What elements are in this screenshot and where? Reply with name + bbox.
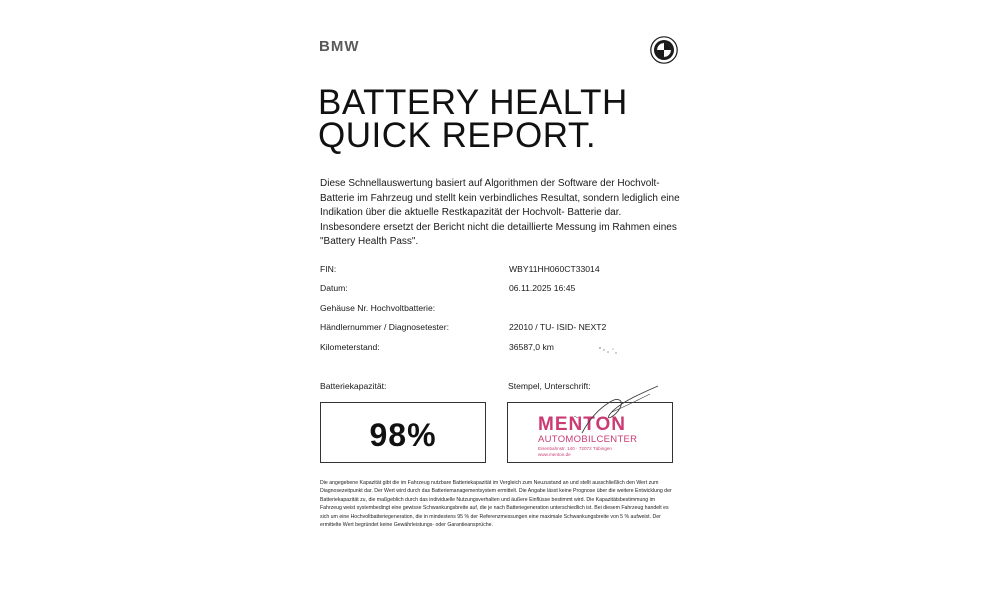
field-label-housing-number: Gehäuse Nr. Hochvoltbatterie: bbox=[320, 303, 436, 313]
capacity-label: Batteriekapazität: bbox=[320, 381, 387, 391]
field-label-fin: FIN: bbox=[320, 264, 337, 274]
disclaimer-text: Die angegebene Kapazität gibt die im Fahrzeug nutzbare Batteriekapazität im Vergleich zum Neuzustand an und stellt ausschließlich den Wert zum Diagnosezeitpunkt dar. Der Wert wird durch das Batteriemanagementsystem ermittelt. Die Angabe lässt keine Prognose über die weitere Entwicklung der Batteriekapazität zu, die maßgeblich durch das individuelle Nutzungsverhalten und äußere Einflüsse bestimmt wird. Die Kapazitätsbestimmung im Fahrzeug weist systembedingt eine gewisse Schwankungsbreite auf, die je nach Batteriegeneration unterschiedlich ist. Bei diesem Fahrzeug handelt es sich um eine Hochvoltbatteriegeneration, die in mindestens 95 % der Referenzmessungen eine maximale Schwankungsbreite von 5 % aufweist. Der ermittelte Wert begründet keine Gewährleistungs- oder Garantieansprüche. bbox=[320, 480, 672, 529]
stamp-box bbox=[507, 402, 673, 463]
stamp-name: MENTON bbox=[538, 414, 626, 435]
field-value-datum: 06.11.2025 16:45 bbox=[509, 283, 576, 293]
field-value-mileage: 36587,0 km bbox=[509, 342, 554, 352]
dealer-stamp bbox=[508, 403, 673, 463]
stamp-subtitle: AUTOMOBILCENTER bbox=[538, 434, 638, 445]
field-row-dealer-tester bbox=[320, 320, 680, 334]
capacity-value: 98% bbox=[369, 417, 437, 453]
field-value-fin: WBY11HH060CT33014 bbox=[509, 264, 600, 274]
field-label-datum: Datum: bbox=[320, 283, 348, 293]
report-title-line-2: QUICK REPORT. bbox=[318, 116, 597, 155]
field-row-datum bbox=[320, 281, 680, 295]
scan-specks bbox=[590, 340, 630, 360]
stamp-website: www.menton.de bbox=[538, 452, 571, 457]
bmw-roundel-icon bbox=[650, 36, 678, 64]
field-label-mileage: Kilometerstand: bbox=[320, 342, 380, 352]
field-row-fin bbox=[320, 262, 680, 276]
field-value-dealer-tester: 22010 / TU- ISID- NEXT2 bbox=[509, 322, 607, 332]
intro-paragraph: Diese Schnellauswertung basiert auf Algorithmen der Software der Hochvolt- Batterie im Fahrzeug und stellt kein verbindliches Resultat, sondern lediglich eine Indikation über die aktuelle Restkapazität der Hochvolt- Batterie dar. Insbesondere ersetzt der Bericht nicht die detaillierte Messung im Rahmen eines "Battery Health Pass". bbox=[320, 178, 680, 248]
field-label-dealer-tester: Händlernummer / Diagnosetester: bbox=[320, 322, 449, 332]
capacity-box bbox=[320, 402, 486, 463]
report-title-line-1: BATTERY HEALTH bbox=[318, 83, 628, 122]
field-row-housing-number bbox=[320, 301, 680, 315]
brand-wordmark: BMW bbox=[319, 38, 360, 55]
stamp-address: Eisenbahnstr. 140 · 72072 Tübingen bbox=[538, 446, 612, 451]
report-title bbox=[318, 83, 698, 155]
stamp-signature-label: Stempel, Unterschrift: bbox=[508, 381, 591, 391]
